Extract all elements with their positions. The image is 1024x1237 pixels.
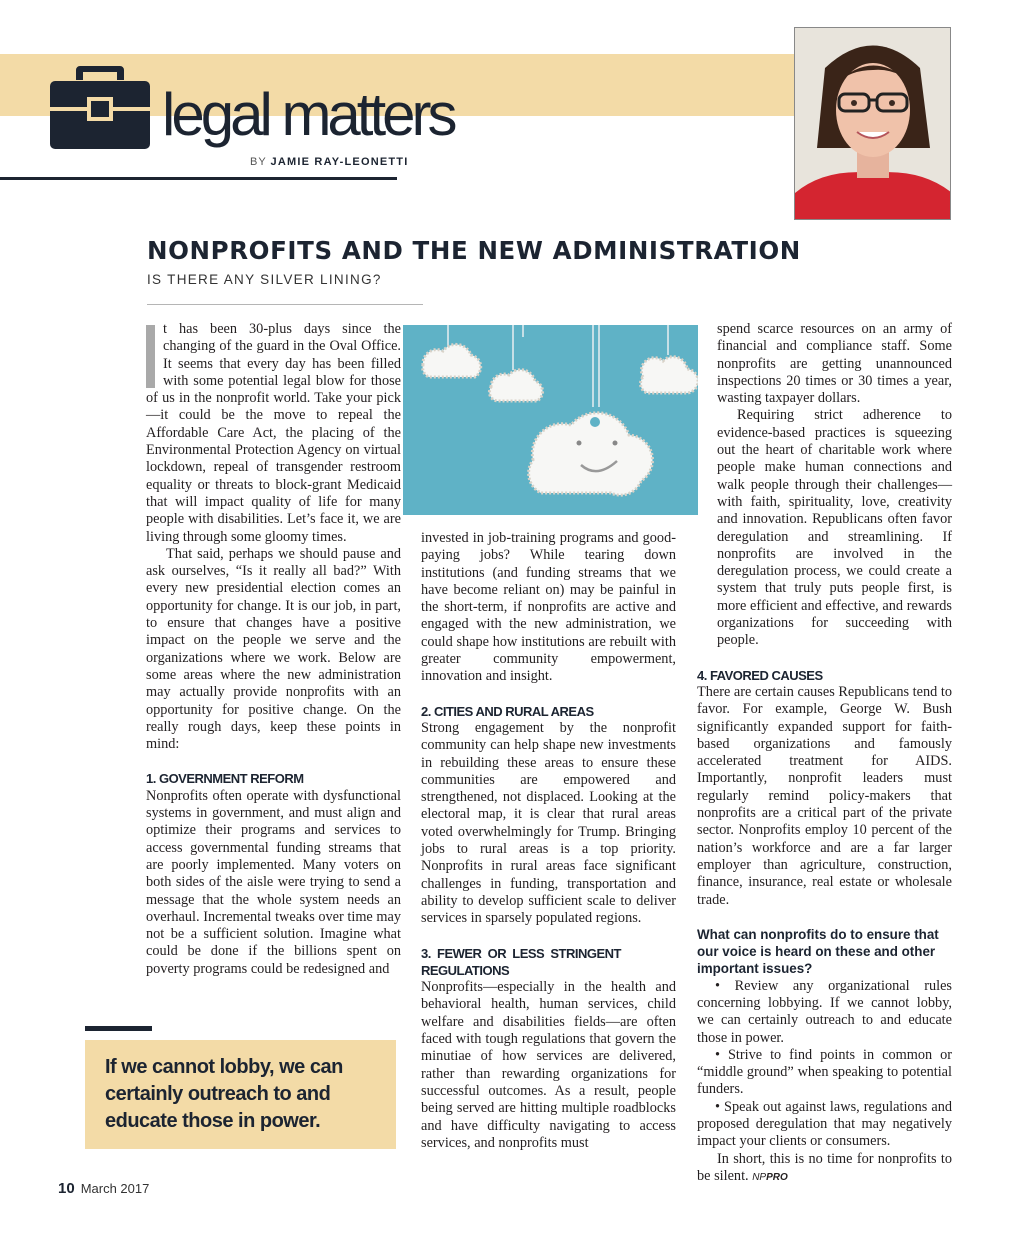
author-name: JAMIE RAY-LEONETTI (270, 156, 409, 168)
cloud-illustration (403, 325, 698, 515)
paragraph: invested in job-training programs and good-paying jobs? While tearing down institutions (and funding streams that we have become reliant on) may be painful in the short-term, if nonprofits are active and engaged with the new administration, we could shape how institutions are rebuilt with greater community empowerment, innovation and insight. (421, 530, 676, 685)
column-3 (697, 321, 952, 1186)
briefcase-icon (48, 62, 152, 151)
paragraph: That said, perhaps we should pause and ask ourselves, “Is it really all bad?” With every new presidential election comes an opportunity for change. It is our job, in part, to ensure that changes have a positive impact on the people we serve and the organizations where we work. Below are some areas where the new administration may actually provide nonprofits with an opportunity for positive change. On the really rough days, keep these points in mind: (146, 545, 401, 753)
subheading: 1. GOVERNMENT REFORM (146, 771, 304, 787)
subheading: 2. CITIES AND RURAL AREAS (421, 703, 594, 719)
paragraph: In short, this is no time for nonprofits to be silent. NPPRO (697, 1150, 952, 1184)
column-2 (421, 530, 676, 1152)
paragraph: Nonprofits often operate with dysfunctional systems in government, and must align and optimize their programs and services to access governmental funding streams that are poorly implemented. Many voters on both sides of the aisle were trying to send a message that the whole system needs an overhaul. Incremental tweaks over time may not be a sufficient solution. Imagine what could be done if the billions spent on poverty programs could be redesigned and (146, 787, 401, 977)
bullet-item: • Strive to find points in common or “middle ground” when speaking to potential funders. (697, 1046, 952, 1098)
paragraph: There are certain causes Republicans tend to favor. For example, George W. Bush significantly expanded support for faith-based organizations and famously accelerated treatment for AIDS. Importantly, nonprofit leaders must regularly remind policy-makers that nonprofits are a critical part of the private sector. Nonprofits employ 10 percent of the nation’s workforce and are a far larger employer than agriculture, construction, finance, insurance, real estate or wholesale trade. (697, 683, 952, 908)
paragraph: spend scarce resources on an army of financial and compliance staff. Some nonprofits are getting unannounced inspections 20 times or 30 times a year, wasting taxpayer dollars. (717, 321, 952, 407)
subheading: 4. FAVORED CAUSES (697, 667, 823, 683)
section-title: legal matters (162, 81, 454, 148)
paragraph: Nonprofits—especially in the health and behavioral health, human services, child welfare and disabilities fields—are often faced with tough regulations that govern the minutiae of how services are delivered, rather than rewarding organizations for successful outcomes. As a result, people being served are hitting multiple roadblocks and have difficulty navigating to access services, and nonprofits must (421, 979, 676, 1151)
column-1 (146, 321, 401, 978)
pullquote: If we cannot lobby, we can certainly outreach to and educate those in power. (85, 1040, 396, 1149)
byline-prefix: BY (250, 156, 267, 168)
pullquote-rule (85, 1026, 152, 1031)
author-photo (794, 27, 951, 220)
header-rule (0, 177, 397, 180)
nppro-signature: NPPRO (752, 1171, 788, 1183)
bullet-item: • Speak out against laws, regulations and proposed deregulation that may negatively impact your clients or consumers. (697, 1098, 952, 1150)
bullet-item: • Review any organizational rules concerning lobbying. If we cannot lobby, we can certainly outreach to and educate those in power. (697, 977, 952, 1046)
paragraph: Strong engagement by the nonprofit community can help shape new investments in rebuilding these areas to ensure these communities are empowered and strengthened, not displaced. Looking at the electoral map, it is clear that rural areas voted overwhelmingly for Trump. Bringing jobs to rural areas is a top priority. Nonprofits in rural areas face significant challenges in funding, transportation and ability to develop sufficient scale to deliver services in sparsely populated regions. (421, 719, 676, 927)
article-subhead: IS THERE ANY SILVER LINING? (147, 272, 382, 287)
headline-divider (147, 304, 423, 305)
paragraph: Requiring strict adherence to evidence-based practices is squeezing out the heart of charitable work where people make human connections and walk people through their challenges—with faith, spirituality, love, creativity and innovation. Republicans often favor deregulation and streamlining. If nonprofits are involved in the deregulation process, we could create a system that truly puts people first, is more efficient and effective, and rewards organizations for succeeding with people. (717, 407, 952, 649)
byline (250, 156, 408, 168)
issue-date: March 2017 (80, 1181, 150, 1196)
page-number: 10 (58, 1180, 75, 1197)
question-heading: What can nonprofits do to ensure that our voice is heard on these and other important issues? (697, 926, 939, 977)
drop-cap (146, 325, 155, 388)
paragraph: t has been 30-plus days since the changing of the guard in the Oval Office. It seems that every day has been filled with some potential legal blow for those of us in the nonprofit world. Take your pick—it could be the move to repeal the Affordable Care Act, the placing of the Environmental Protection Agency on virtual lockdown, repeal of transgender restroom equality or threats to block-grant Medicaid that will impact quality of life for many people with disabilities. Let’s face it, we are living through some gloomy times. (146, 321, 401, 545)
subheading: 3. FEWER OR LESS STRINGENT REGULATIONS (421, 945, 621, 978)
article-headline: NONPROFITS AND THE NEW ADMINISTRATION (147, 236, 801, 265)
page-footer (58, 1180, 149, 1197)
